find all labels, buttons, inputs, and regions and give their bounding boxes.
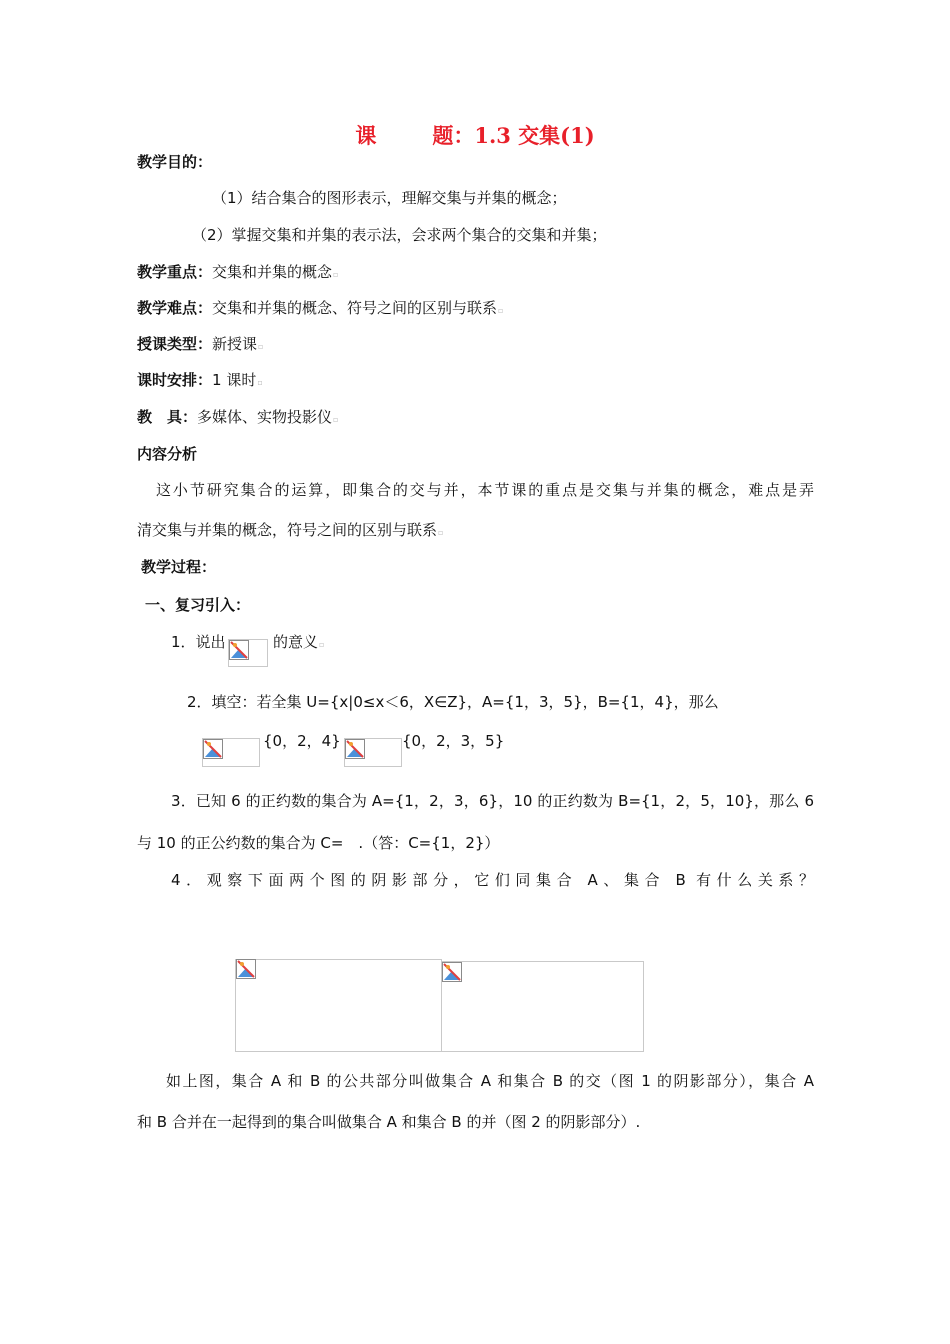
key-points-label: 教学重点：	[137, 263, 213, 281]
explanation-line-1: 如上图，集合 A 和 B 的公共部分叫做集合 A 和集合 B 的交（图 1 的阴影部分），集合 A	[166, 1072, 814, 1090]
broken-image-icon	[229, 640, 249, 660]
difficulties-text: 交集和并集的概念、符号之间的区别与联系	[212, 299, 498, 317]
q2-text: 2．填空：若全集 U={x|0≤x＜6，X∈Z}，A={1，3，5}，B={1，4}，那么	[187, 693, 719, 711]
key-points-text: 交集和并集的概念	[212, 263, 333, 281]
analysis-line-2: 清交集与并集的概念，符号之间的区别与联系	[137, 521, 438, 539]
broken-image-icon	[203, 739, 223, 759]
difficulties-row: 教学难点：交集和并集的概念、符号之间的区别与联系▫	[137, 299, 504, 317]
analysis-label: 内容分析	[137, 445, 198, 463]
figure-1-image	[235, 959, 442, 1052]
analysis-line-1: 这小节研究集合的运算，即集合的交与并，本节课的重点是交集与并集的概念，难点是弄	[156, 481, 814, 499]
key-points-row: 教学重点：交集和并集的概念▫	[137, 263, 339, 281]
tools-label: 教 具：	[137, 408, 198, 426]
q1-suffix-row: 的意义▫	[273, 633, 325, 651]
tools-row: 教 具：多媒体、实物投影仪▫	[137, 408, 339, 426]
goal-item-1: （1）结合集合的图形表示，理解交集与并集的概念；	[212, 189, 567, 207]
lesson-type-text: 新授课	[212, 335, 258, 353]
review-heading: 一、复习引入：	[145, 596, 251, 614]
q3-line-2: 与 10 的正公约数的集合为 C= .（答：C={1，2}）	[137, 834, 500, 852]
schedule-row: 课时安排：1 课时▫	[137, 371, 263, 389]
broken-image-icon	[442, 962, 462, 982]
process-label: 教学过程：	[141, 558, 217, 576]
goal-item-2: （2）掌握交集和并集的表示法，会求两个集合的交集和并集；	[192, 226, 607, 244]
q2-answer-1: {0，2，4}	[263, 732, 341, 750]
analysis-line-2-row: 清交集与并集的概念，符号之间的区别与联系▫	[137, 521, 444, 539]
q4-text: 4．观察下面两个图的阴影部分，它们同集合 A、集合 B 有什么关系？	[171, 871, 814, 889]
lesson-title	[0, 123, 950, 148]
schedule-label: 课时安排：	[137, 371, 213, 389]
lesson-type-label: 授课类型：	[137, 335, 213, 353]
q1-prefix: 1．说出	[171, 633, 226, 651]
lesson-type-row: 授课类型：新授课▫	[137, 335, 264, 353]
explanation-line-2: 和 B 合并在一起得到的集合叫做集合 A 和集合 B 的并（图 2 的阴影部分）.	[137, 1113, 641, 1131]
difficulties-label: 教学难点：	[137, 299, 213, 317]
figure-2-image	[441, 961, 644, 1052]
title-prefix: 课	[355, 123, 377, 148]
q2-answer-2: {0，2，3，5}	[402, 732, 505, 750]
goals-label: 教学目的：	[137, 153, 213, 171]
broken-image-icon	[236, 959, 256, 979]
q3-line-1: 3．已知 6 的正约数的集合为 A={1，2，3，6}，10 的正约数为 B={1，2，5，10}，那么 6	[171, 792, 814, 810]
q1-suffix: 的意义	[273, 633, 319, 651]
tools-text: 多媒体、实物投影仪	[197, 408, 333, 426]
broken-image-icon	[345, 739, 365, 759]
schedule-text: 1 课时	[212, 371, 257, 389]
title-rest: 题：1.3 交集(1)	[432, 123, 595, 148]
